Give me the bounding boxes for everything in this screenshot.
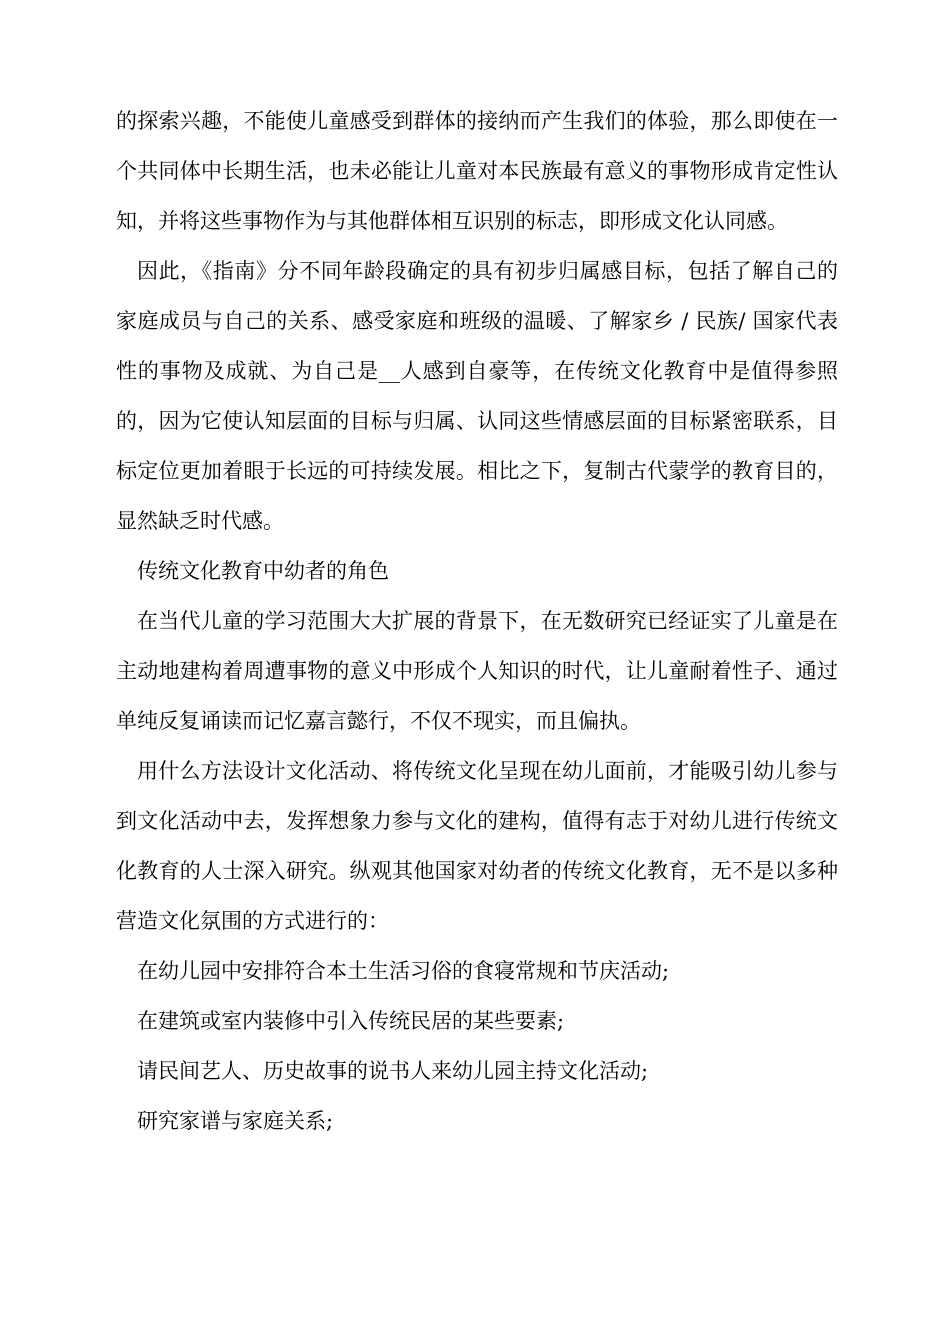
list-item-3: 请民间艺人、历史故事的说书人来幼儿园主持文化活动;	[137, 1059, 649, 1083]
list-item-2: 在建筑或室内装修中引入传统民居的某些要素;	[137, 1009, 565, 1033]
paragraph-3: 在当代儿童的学习范围大大扩展的背景下，在无数研究已经证实了儿童是在主动地建构着周遭事物的意义中形成个人知识的时代，让儿童耐着性子、通过单纯反复诵读而记忆嘉言懿行，不仅不现实，而且偏执。	[116, 609, 838, 733]
paragraph-4: 用什么方法设计文化活动、将传统文化呈现在幼儿面前，才能吸引幼儿参与到文化活动中去，发挥想象力参与文化的建构，值得有志于对幼儿进行传统文化教育的人士深入研究。纵观其他国家对幼者的传统文化教育，无不是以多种营造文化氛围的方式进行的：	[116, 759, 838, 933]
paragraph-2: 因此，《指南》分不同年龄段确定的具有初步归属感目标，包括了解自己的家庭成员与自己的关系、感受家庭和班级的温暖、了解家乡 / 民族/ 国家代表性的事物及成就、为自己是__人感到自豪等，在传统文化教育中是值得参照的，因为它使认知层面的目标与归属、认同这些情感层面的目标紧密联系，目标定位更加着眼于长远的可持续发展。相比之下，复制古代蒙学的教育目的，显然缺乏时代感。	[116, 259, 838, 533]
list-item-4: 研究家谱与家庭关系;	[137, 1109, 334, 1133]
section-heading: 传统文化教育中幼者的角色	[137, 559, 389, 583]
paragraph-1: 的探索兴趣，不能使儿童感受到群体的接纳而产生我们的体验，那么即使在一个共同体中长期生活，也未必能让儿童对本民族最有意义的事物形成肯定性认知，并将这些事物作为与其他群体相互识别的标志，即形成文化认同感。	[116, 109, 838, 233]
list-item-1: 在幼儿园中安排符合本土生活习俗的食寝常规和节庆活动;	[137, 959, 670, 983]
document-page	[116, 96, 838, 1146]
